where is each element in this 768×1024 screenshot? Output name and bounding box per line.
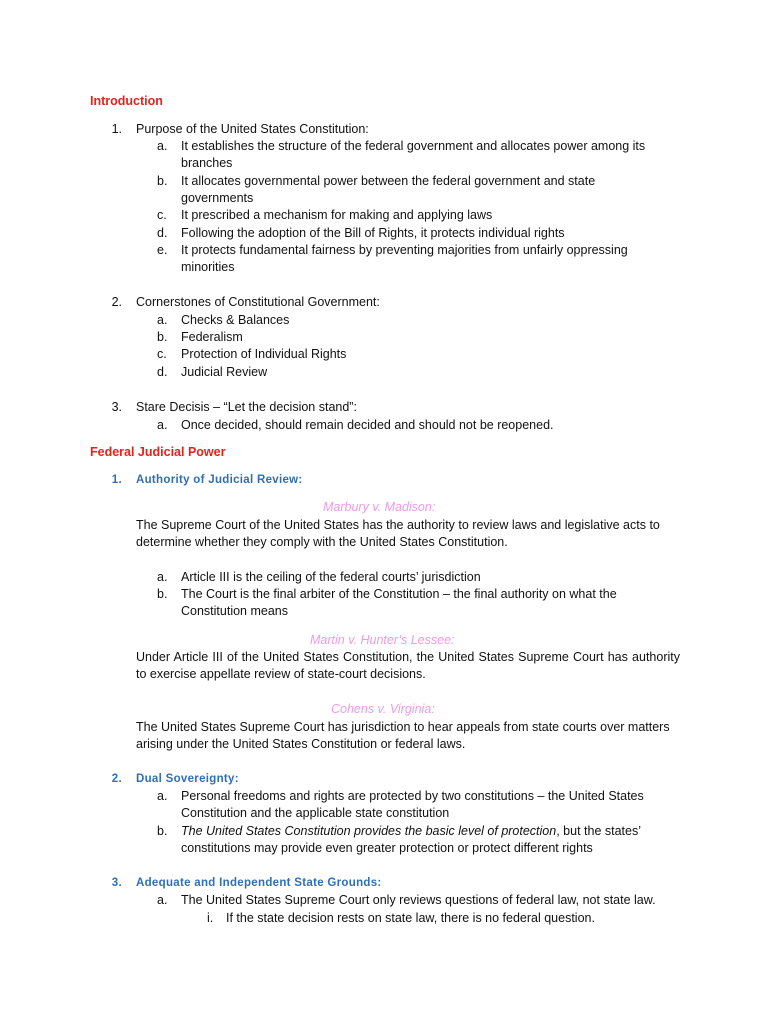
- list-item-title: Cornerstones of Constitutional Government:: [136, 295, 380, 309]
- list-letter: a.: [157, 570, 168, 584]
- list-item: It prescribed a mechanism for making and applying laws: [181, 208, 493, 222]
- list-item-title: Purpose of the United States Constitution:: [136, 122, 369, 136]
- list-letter: b.: [157, 587, 168, 601]
- case-holding: The Supreme Court of the United States has the authority to review laws and legislative acts to determine whether they comply with the United States Constitution.: [136, 518, 660, 549]
- list-letter: a.: [157, 789, 168, 803]
- subsection-heading: Authority of Judicial Review:: [136, 474, 303, 486]
- list-item: It protects fundamental fairness by preventing majorities from unfairly oppressing minorities: [181, 243, 628, 274]
- subsection-number: 3.: [111, 877, 122, 889]
- list-number: 1.: [111, 122, 122, 136]
- list-item: Following the adoption of the Bill of Rights, it protects individual rights: [181, 226, 565, 240]
- list-item: Once decided, should remain decided and should not be reopened.: [181, 418, 554, 432]
- list-item: Personal freedoms and rights are protected by two constitutions – the United States Constitution and the applicable state constitution: [181, 789, 644, 820]
- case-holding: The United States Supreme Court has jurisdiction to hear appeals from state courts over matters arising under the United States Constitution or federal laws.: [136, 720, 670, 751]
- list-number: 2.: [111, 295, 122, 309]
- list-item: If the state decision rests on state law, there is no federal question.: [226, 911, 595, 925]
- list-item: Checks & Balances: [181, 313, 290, 327]
- list-item: Federalism: [181, 330, 243, 344]
- list-item-text: , but the states’ constitutions may provide even greater protection or protect different rights: [181, 824, 641, 855]
- list-item: Protection of Individual Rights: [181, 347, 347, 361]
- section-heading-introduction: Introduction: [90, 94, 163, 108]
- subsection-number: 2.: [111, 773, 122, 785]
- list-number: 3.: [111, 400, 122, 414]
- list-letter: a.: [157, 418, 168, 432]
- list-item: It allocates governmental power between the federal government and state governments: [181, 174, 596, 205]
- list-letter: d.: [157, 365, 168, 379]
- list-item: Article III is the ceiling of the federal courts’ jurisdiction: [181, 570, 481, 584]
- list-letter: a.: [157, 139, 168, 153]
- list-item-title: Stare Decisis – “Let the decision stand”:: [136, 400, 357, 414]
- list-letter: b.: [157, 330, 168, 344]
- list-item: [181, 823, 661, 857]
- list-item: The Court is the final arbiter of the Constitution – the final authority on what the Constitution means: [181, 587, 617, 618]
- list-item: It establishes the structure of the federal government and allocates power among its branches: [181, 139, 646, 170]
- case-holding: Under Article III of the United States Constitution, the United States Supreme Court has authority to exercise appellate review of state-court decisions.: [136, 650, 680, 681]
- list-item: The United States Supreme Court only reviews questions of federal law, not state law.: [181, 893, 656, 907]
- case-name: Marbury v. Madison:: [323, 500, 436, 514]
- list-letter: c.: [157, 208, 167, 222]
- list-letter: a.: [157, 893, 168, 907]
- list-letter: b.: [157, 174, 168, 188]
- list-letter: c.: [157, 347, 167, 361]
- italic-phrase: The United States Constitution provides the basic level of protection: [181, 824, 557, 838]
- subsection-heading: Adequate and Independent State Grounds:: [136, 877, 382, 889]
- list-letter: b.: [157, 824, 168, 838]
- section-heading-federal-judicial-power: Federal Judicial Power: [90, 445, 226, 459]
- list-letter: d.: [157, 226, 168, 240]
- list-item: Judicial Review: [181, 365, 268, 379]
- list-roman: i.: [207, 911, 214, 925]
- subsection-number: 1.: [111, 474, 122, 486]
- subsection-heading: Dual Sovereignty:: [136, 773, 239, 785]
- list-letter: e.: [157, 243, 168, 257]
- case-name: Cohens v. Virginia:: [331, 702, 435, 716]
- list-letter: a.: [157, 313, 168, 327]
- case-name: Martin v. Hunter’s Lessee:: [310, 633, 455, 647]
